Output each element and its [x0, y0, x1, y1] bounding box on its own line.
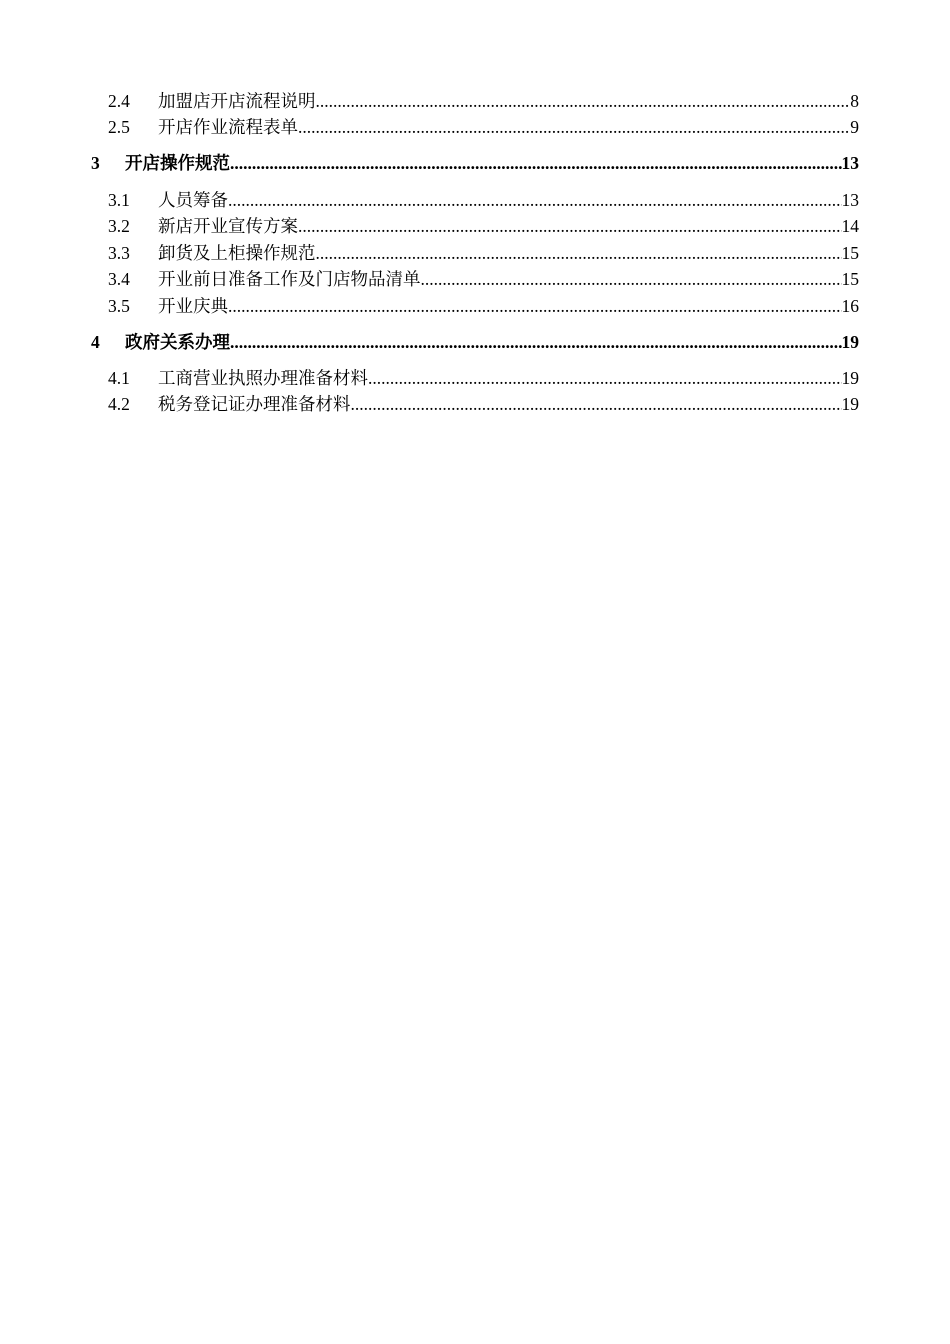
dot-leader — [316, 242, 842, 264]
toc-entry-title: 开店操作规范 — [125, 153, 230, 173]
toc-entry-number: 3.4 — [108, 269, 130, 289]
toc-entry-3-2[interactable] — [108, 215, 859, 237]
dot-leader — [230, 331, 842, 353]
dot-leader — [230, 152, 842, 174]
toc-entry-number: 3.3 — [108, 243, 130, 263]
toc-entry-number: 4.1 — [108, 368, 130, 388]
dot-leader — [368, 367, 842, 389]
toc-entry-page: 15 — [841, 269, 859, 289]
toc-entry-number: 2.5 — [108, 117, 130, 137]
toc-entry-number: 4.2 — [108, 394, 130, 414]
dot-leader — [228, 295, 842, 317]
toc-entry-title: 开业前日准备工作及门店物品清单 — [158, 269, 421, 289]
dot-leader — [228, 189, 842, 211]
dot-leader — [351, 393, 842, 415]
toc-entry-3-1[interactable] — [108, 189, 859, 211]
toc-entry-number: 3.1 — [108, 190, 130, 210]
toc-entry-title: 人员筹备 — [158, 190, 228, 210]
dot-leader — [298, 116, 850, 138]
dot-leader — [421, 268, 842, 290]
toc-entry-title: 新店开业宣传方案 — [158, 216, 298, 236]
toc-entry-page: 8 — [850, 91, 859, 111]
toc-entry-number: 4 — [91, 332, 100, 352]
dot-leader — [316, 90, 851, 112]
toc-entry-page: 13 — [841, 153, 859, 173]
toc-entry-page: 15 — [841, 243, 859, 263]
toc-entry-2-5[interactable] — [108, 116, 859, 138]
toc-entry-4[interactable] — [91, 331, 859, 353]
toc-entry-4-2[interactable] — [108, 393, 859, 415]
toc-entry-2-4[interactable] — [108, 90, 859, 112]
toc-entry-title: 工商营业执照办理准备材料 — [158, 368, 368, 388]
toc-entry-page: 9 — [850, 117, 859, 137]
toc-entry-title: 开店作业流程表单 — [158, 117, 298, 137]
toc-entry-page: 19 — [841, 394, 859, 414]
toc-entry-title: 政府关系办理 — [125, 332, 230, 352]
toc-entry-page: 19 — [841, 368, 859, 388]
toc-entry-number: 3.5 — [108, 296, 130, 316]
toc-entry-page: 16 — [841, 296, 859, 316]
toc-entry-title: 加盟店开店流程说明 — [158, 91, 316, 111]
toc-entry-page: 19 — [841, 332, 859, 352]
toc-entry-3-4[interactable] — [108, 268, 859, 290]
toc-entry-page: 14 — [841, 216, 859, 236]
toc-entry-3-5[interactable] — [108, 295, 859, 317]
toc-entry-title: 卸货及上柜操作规范 — [158, 243, 316, 263]
toc-entry-title: 开业庆典 — [158, 296, 228, 316]
toc-entry-number: 3.2 — [108, 216, 130, 236]
toc-entry-number: 2.4 — [108, 91, 130, 111]
dot-leader — [298, 215, 842, 237]
toc-entry-number: 3 — [91, 153, 100, 173]
toc-entry-3-3[interactable] — [108, 242, 859, 264]
toc-entry-3[interactable] — [91, 152, 859, 174]
toc-entry-page: 13 — [841, 190, 859, 210]
toc-entry-4-1[interactable] — [108, 367, 859, 389]
toc-entry-title: 税务登记证办理准备材料 — [158, 394, 351, 414]
